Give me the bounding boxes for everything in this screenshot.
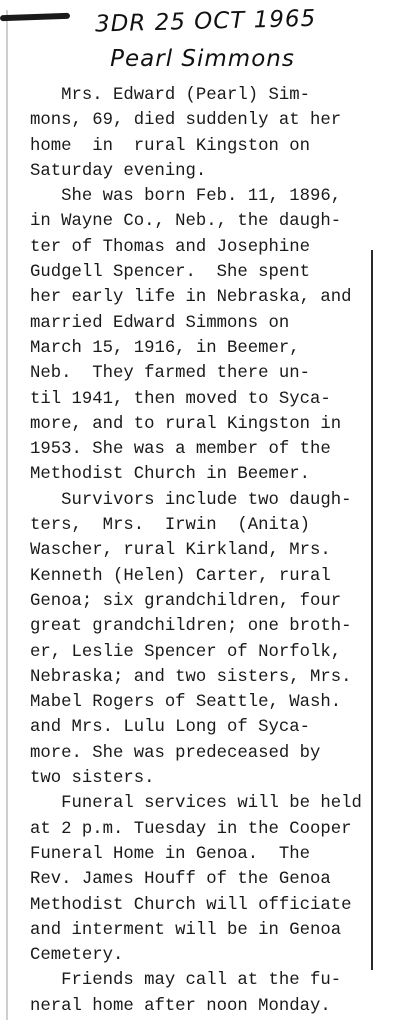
text-line: March 15, 1916, in Beemer,	[30, 338, 300, 358]
text-line: Gudgell Spencer. She spent	[30, 263, 311, 283]
text-line: her early life in Nebraska, and	[30, 288, 352, 308]
paragraph-death	[30, 83, 368, 184]
text-line: 1953. She was a member of the	[30, 440, 331, 460]
obituary-title: Pearl Simmons	[110, 46, 295, 72]
text-line: great grandchildren; one broth-	[30, 617, 352, 637]
text-line: at 2 p.m. Tuesday in the Cooper	[30, 819, 352, 839]
text-line: neral home after noon Monday.	[30, 996, 331, 1016]
paragraph-survivors	[30, 488, 368, 792]
text-line: Wascher, rural Kirkland, Mrs.	[30, 541, 331, 561]
text-line: in Wayne Co., Neb., the daugh-	[30, 212, 342, 232]
clipping-left-edge	[6, 10, 8, 1020]
text-line: Mrs. Edward (Pearl) Sim-	[30, 86, 311, 105]
text-line: Rev. James Houff of the Genoa	[30, 870, 331, 890]
text-line: more, and to rural Kingston in	[30, 414, 342, 434]
text-line: er, Leslie Spencer of Norfolk,	[30, 642, 342, 662]
text-line: Mabel Rogers of Seattle, Wash.	[30, 693, 342, 713]
handwritten-date-note: 3DR 25 OCT 1965	[94, 5, 317, 38]
obituary-text	[30, 83, 368, 1019]
ink-mark	[0, 13, 70, 21]
column-rule	[371, 250, 373, 970]
text-line: Methodist Church will officiate	[30, 895, 352, 915]
text-line: Neb. They farmed there un-	[30, 364, 311, 384]
text-line: two sisters.	[30, 769, 155, 789]
text-line: Methodist Church in Beemer.	[30, 465, 311, 485]
text-line: ter of Thomas and Josephine	[30, 237, 311, 257]
text-line: mons, 69, died suddenly at her	[30, 111, 342, 131]
text-line: Genoa; six grandchildren, four	[30, 591, 342, 611]
text-line: married Edward Simmons on	[30, 313, 290, 333]
text-line: more. She was predeceased by	[30, 743, 321, 763]
text-line: home in rural Kingston on	[30, 136, 311, 156]
text-line: til 1941, then moved to Syca-	[30, 389, 331, 409]
text-line: ters, Mrs. Irwin (Anita)	[30, 516, 311, 536]
text-line: Funeral services will be held	[30, 794, 362, 814]
text-line: She was born Feb. 11, 1896,	[30, 187, 342, 207]
text-line: Cemetery.	[30, 946, 124, 966]
text-line: Friends may call at the fu-	[30, 971, 342, 991]
text-line: Saturday evening.	[30, 161, 207, 181]
text-line: Funeral Home in Genoa. The	[30, 844, 311, 864]
text-line: Survivors include two daugh-	[30, 490, 352, 510]
text-line: and interment will be in Genoa	[30, 920, 342, 940]
paragraph-biography	[30, 184, 368, 488]
paragraph-visitation	[30, 968, 368, 1019]
text-line: Nebraska; and two sisters, Mrs.	[30, 667, 352, 687]
text-line: and Mrs. Lulu Long of Syca-	[30, 718, 311, 738]
text-line: Kenneth (Helen) Carter, rural	[30, 566, 331, 586]
paragraph-services	[30, 791, 368, 968]
